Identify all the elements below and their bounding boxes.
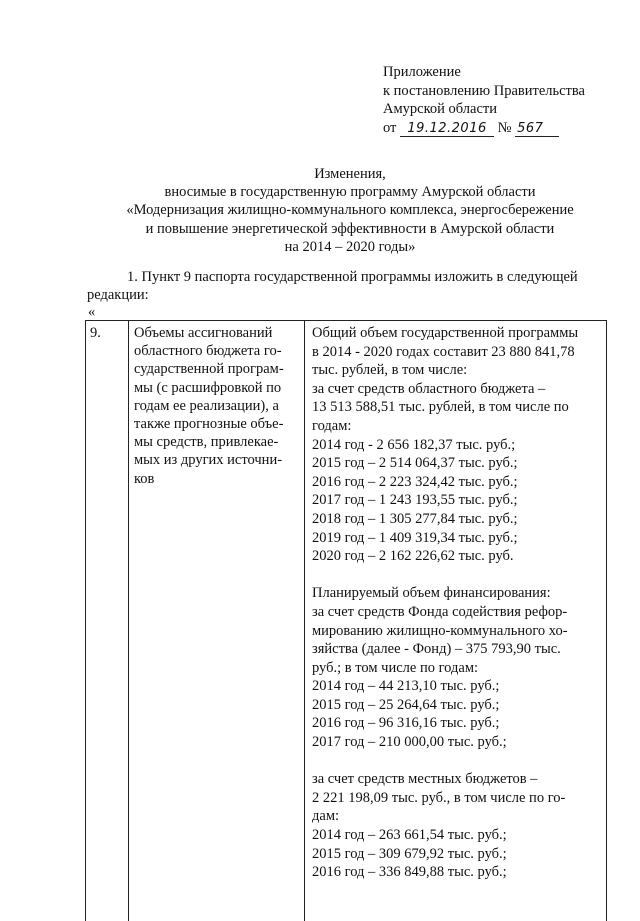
name-line: ков — [134, 470, 155, 487]
desc-line: дам: — [312, 808, 340, 825]
name-line: мы средств, привлекае- — [134, 434, 279, 451]
number-prefix: № — [497, 119, 512, 136]
title-line: вносимые в государственную программу Амурской области — [164, 184, 536, 201]
document-title — [80, 165, 620, 256]
desc-line: мированию жилищно-коммунального хо- — [312, 622, 568, 639]
title-line: на 2014 – 2020 годы» — [284, 238, 416, 255]
passport-table — [85, 320, 607, 921]
desc-line: за счет средств местных бюджетов – — [312, 771, 538, 788]
desc-line: в 2014 - 2020 годах составит 23 880 841,78 — [312, 343, 575, 360]
desc-line: 2015 год – 25 264,64 тыс. руб.; — [312, 696, 500, 713]
row-description-cell — [312, 324, 604, 882]
row-name-cell — [134, 324, 302, 488]
handwritten-number: 567 — [515, 121, 559, 137]
desc-line: 2020 год – 2 162 226,62 тыс. руб. — [312, 548, 514, 565]
name-line: сударственной програм- — [134, 361, 284, 378]
desc-line: зяйства (далее - Фонд) – 375 793,90 тыс. — [312, 641, 561, 658]
desc-line: Планируемый объем финансирования: — [312, 585, 551, 602]
desc-line: 2014 год – 44 213,10 тыс. руб.; — [312, 678, 500, 695]
row-number-cell: 9. — [90, 325, 101, 341]
intro-paragraph — [87, 268, 615, 304]
appendix-date-line — [383, 119, 585, 138]
desc-line: 2018 год – 1 305 277,84 тыс. руб.; — [312, 510, 518, 527]
desc-line: 2017 год – 210 000,00 тыс. руб.; — [312, 734, 507, 751]
intro-line: редакции: — [87, 287, 149, 303]
name-line: мы (с расшифровкой по — [134, 379, 282, 396]
title-line: «Модернизация жилищно-коммунального комплекса, энергосбережение — [126, 202, 574, 219]
date-prefix: от — [383, 119, 397, 136]
appendix-resolution-line: к постановлению Правительства — [383, 82, 585, 99]
opening-quote: « — [88, 304, 96, 320]
desc-line: 2015 год – 309 679,92 тыс. руб.; — [312, 845, 507, 862]
desc-line: Общий объем государственной программы — [312, 325, 579, 341]
paragraph-gap — [312, 752, 604, 771]
title-line: Изменения, — [314, 166, 386, 182]
desc-line: 13 513 588,51 тыс. рублей, в том числе по — [312, 399, 569, 416]
desc-line: годам: — [312, 417, 352, 434]
name-line: Объемы ассигнований — [134, 325, 273, 341]
name-line: также прогнозные объе- — [134, 416, 284, 433]
desc-line: за счет средств Фонда содействия рефор- — [312, 603, 568, 620]
column-divider — [304, 321, 305, 921]
desc-line: 2015 год – 2 514 064,37 тыс. руб.; — [312, 455, 518, 472]
appendix-region-line: Амурской области — [383, 101, 497, 117]
name-line: областного бюджета го- — [134, 343, 282, 360]
title-line: и повышение энергетической эффективности в Амурской области — [145, 220, 555, 237]
intro-line: 1. Пункт 9 паспорта государственной программы изложить в следующей — [127, 269, 578, 285]
name-line: годам ее реализации), а — [134, 397, 279, 414]
desc-line: 2014 год - 2 656 182,37 тыс. руб.; — [312, 436, 516, 453]
paragraph-gap — [312, 566, 604, 585]
appendix-header — [383, 63, 585, 137]
desc-line: 2 221 198,09 тыс. руб., в том числе по го- — [312, 789, 566, 806]
desc-line: руб.; в том числе по годам: — [312, 659, 479, 676]
desc-line: 2019 год – 1 409 319,34 тыс. руб.; — [312, 529, 518, 546]
desc-line: 2014 год – 263 661,54 тыс. руб.; — [312, 827, 507, 844]
desc-line: 2017 год – 1 243 193,55 тыс. руб.; — [312, 492, 518, 509]
handwritten-date: 19.12.2016 — [400, 121, 494, 137]
desc-line: за счет средств областного бюджета – — [312, 380, 546, 397]
desc-line: 2016 год – 336 849,88 тыс. руб.; — [312, 864, 507, 881]
desc-line: 2016 год – 2 223 324,42 тыс. руб.; — [312, 473, 518, 490]
name-line: мых из других источни- — [134, 452, 283, 469]
column-divider — [128, 321, 129, 921]
desc-line: тыс. рублей, в том числе: — [312, 362, 468, 379]
appendix-title: Приложение — [383, 64, 461, 80]
desc-line: 2016 год – 96 316,16 тыс. руб.; — [312, 715, 500, 732]
